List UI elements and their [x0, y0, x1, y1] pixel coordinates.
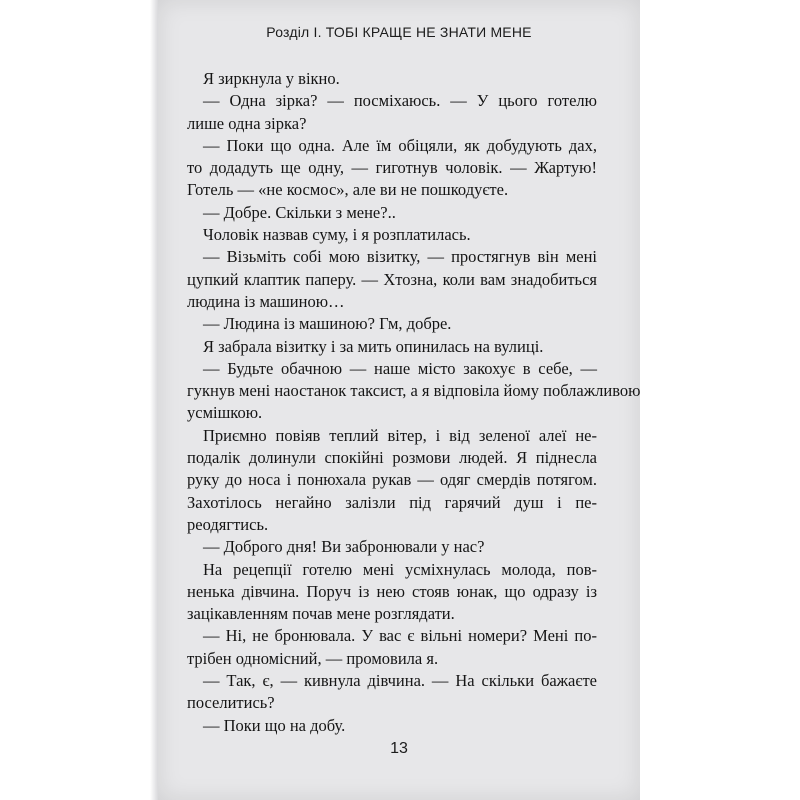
text-line: Готель — «не космос», але ви не пошкодуєте. [187, 180, 509, 200]
book-page [158, 0, 640, 800]
text-line: — Поки що одна. Але їм обіцяли, як добудують дах, [203, 135, 597, 155]
running-header: Розділ І. ТОБІ КРАЩЕ НЕ ЗНАТИ МЕНЕ [266, 24, 532, 40]
text-line: Приємно повіяв теплий вітер, і від зеленої алеї не- [203, 425, 597, 445]
text-line: лише одна зірка? [187, 113, 307, 133]
text-line: реодягтись. [187, 514, 269, 534]
text-line: усмішкою. [187, 403, 263, 423]
text-line: поселитись? [187, 693, 275, 713]
text-line: зацікавленням почав мене розглядати. [187, 604, 455, 624]
text-line: цупкий клаптик паперу. — Хтозна, коли вам знадобиться [187, 269, 597, 289]
body-text [187, 68, 641, 737]
text-line: людина із машиною… [187, 291, 345, 311]
text-line: Я зиркнула у вікно. [203, 69, 340, 88]
text-line: — Добре. Скільки з мене?.. [203, 202, 396, 222]
text-line: — Доброго дня! Ви забронювали у нас? [203, 537, 485, 557]
text-line: руку до носа і понюхала рукав — одяг смердів потягом. [187, 470, 597, 490]
text-line: — Візьміть собі мою візитку, — простягнув він мені [203, 247, 597, 267]
text-line: Чоловік назвав суму, і я розплатилась. [203, 225, 471, 245]
text-line: подалік долинули спокійні розмови людей. Я піднесла [187, 448, 597, 468]
page-number: 13 [390, 740, 408, 757]
text-line: — Поки що на добу. [203, 715, 346, 735]
text-line: гукнув мені наостанок таксист, а я відповіла йому поблажливою [187, 381, 641, 401]
text-line: На рецепції готелю мені усміхнулась молода, пов- [203, 559, 597, 579]
text-line: трібен одномісний, — промовила я. [187, 648, 439, 668]
text-line: — Людина із машиною? Гм, добре. [203, 314, 452, 334]
text-line: то додадуть ще одну, — гиготнув чоловік. — Жартую! [187, 158, 597, 178]
text-line: Я забрала візитку і за мить опинилась на вулиці. [203, 336, 544, 356]
text-line: — Одна зірка? — посміхаюсь. — У цього готелю [203, 91, 597, 111]
text-line: — Будьте обачною — наше місто закохує в себе, — [203, 358, 597, 378]
text-line: — Так, є, — кивнула дівчина. — На скільки бажаєте [203, 671, 597, 691]
text-line: ненька дівчина. Поруч із нею стояв юнак, що одразу із [187, 581, 597, 601]
text-line: Захотілось негайно залізли під гарячий душ і пе- [187, 492, 597, 512]
text-line: — Ні, не бронювала. У вас є вільні номери? Мені по- [203, 626, 597, 646]
